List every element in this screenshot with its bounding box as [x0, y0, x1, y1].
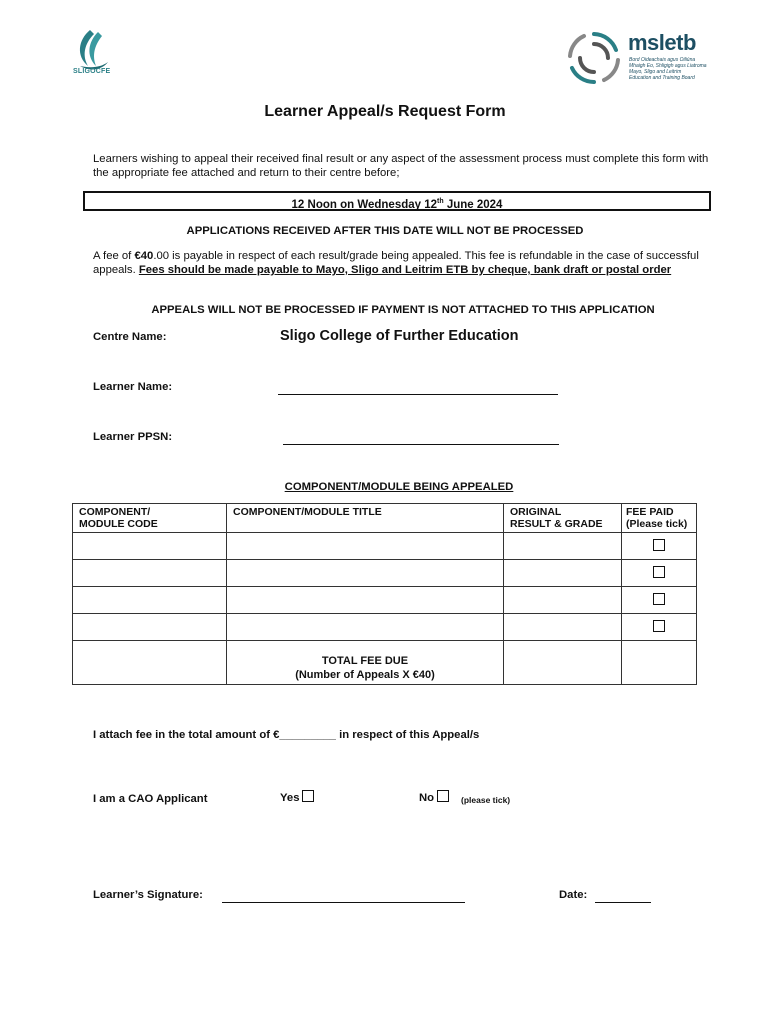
fee-paid-cell	[622, 614, 697, 641]
msletb-logo-subtitle	[629, 57, 719, 81]
fee-amount: €40	[134, 250, 154, 262]
col-header-text: (Please tick)	[626, 518, 688, 530]
learner-name-field[interactable]	[278, 394, 558, 395]
fee-paid-checkbox[interactable]	[653, 566, 665, 578]
total-fee-value-cell[interactable]	[504, 641, 622, 685]
cao-no-label: No	[419, 792, 435, 804]
component-heading: COMPONENT/MODULE BEING APPEALED	[284, 481, 514, 493]
fee-paid-checkbox[interactable]	[653, 539, 665, 551]
fee-paid-cell	[622, 587, 697, 614]
msletb-logo-name: msletb	[628, 30, 696, 55]
total-empty-cell	[622, 641, 697, 685]
table-header-row	[73, 504, 697, 533]
msletb-sub-line: Education and Training Board	[629, 75, 695, 81]
col-header-text: FEE PAID	[626, 506, 674, 518]
appeal-table	[72, 503, 697, 685]
fee-paid-checkbox[interactable]	[653, 593, 665, 605]
total-row	[73, 641, 697, 685]
col-header-code	[73, 504, 227, 533]
result-cell[interactable]	[504, 587, 622, 614]
table-row	[73, 560, 697, 587]
total-fee-text: TOTAL FEE DUE	[321, 655, 409, 667]
learner-ppsn-field[interactable]	[283, 444, 559, 445]
deadline-text-post: June 2024	[443, 198, 503, 211]
learner-ppsn-label: Learner PPSN:	[93, 431, 173, 443]
cao-yes-option	[280, 790, 314, 804]
signature-label: Learner’s Signature:	[93, 889, 203, 901]
fee-text-b: .00 is payable in respect of each result/grade being appealed. This fee is refundable in the case of successful appeals.	[93, 250, 699, 276]
col-header-text: COMPONENT/	[79, 506, 151, 518]
total-fee-text: (Number of Appeals X €40)	[295, 669, 435, 681]
centre-name-label: Centre Name:	[93, 331, 167, 343]
module-title-cell[interactable]	[227, 560, 504, 587]
table-row	[73, 533, 697, 560]
module-title-cell[interactable]	[227, 587, 504, 614]
cao-yes-checkbox[interactable]	[302, 790, 314, 802]
intro-paragraph: Learners wishing to appeal their received final result or any aspect of the assessment process must complete this form with the appropriate fee attached and return to their centre before;	[93, 153, 709, 179]
col-header-result	[504, 504, 622, 533]
result-cell[interactable]	[504, 560, 622, 587]
fee-text-a: A fee of	[93, 250, 135, 262]
deadline-box	[83, 191, 711, 211]
cao-yes-label: Yes	[280, 792, 300, 804]
learner-name-label: Learner Name:	[93, 381, 173, 393]
fee-payable-to: Fees should be made payable to Mayo, Sligo and Leitrim ETB by cheque, bank draft or postal order	[138, 264, 672, 276]
cao-hint: (please tick)	[461, 795, 511, 805]
table-row	[73, 614, 697, 641]
fee-paid-checkbox[interactable]	[653, 620, 665, 632]
col-header-text: MODULE CODE	[79, 518, 158, 530]
module-title-cell[interactable]	[227, 533, 504, 560]
cao-no-checkbox[interactable]	[437, 790, 449, 802]
notice-payment: APPEALS WILL NOT BE PROCESSED IF PAYMENT IS NOT ATTACHED TO THIS APPLICATION	[151, 304, 655, 316]
centre-name-value: Sligo College of Further Education	[280, 328, 519, 344]
module-title-cell[interactable]	[227, 614, 504, 641]
form-title: Learner Appeal/s Request Form	[264, 103, 506, 120]
col-header-text: RESULT & GRADE	[510, 518, 603, 530]
msletb-sub-line: Mhaigh Eo, Shligigh agus Liatroma	[629, 63, 707, 69]
sligo-cfe-logo-text: SLIGOCFE	[73, 68, 111, 75]
msletb-swirl-icon	[564, 28, 624, 88]
module-code-cell[interactable]	[73, 614, 227, 641]
module-code-cell[interactable]	[73, 587, 227, 614]
deadline-text-pre: 12 Noon on Wednesday 12	[291, 198, 438, 211]
module-code-cell[interactable]	[73, 560, 227, 587]
result-cell[interactable]	[504, 614, 622, 641]
module-code-cell[interactable]	[73, 533, 227, 560]
fee-paragraph	[93, 249, 713, 277]
result-cell[interactable]	[504, 533, 622, 560]
date-label: Date:	[559, 889, 588, 901]
date-field[interactable]	[595, 902, 651, 903]
msletb-sub-line: Bord Oideachais agus Oiliúna	[629, 57, 696, 63]
deadline-text-sup: th	[437, 198, 444, 205]
msletb-sub-line: Mayo, Sligo and Leitrim	[629, 69, 682, 75]
attach-fee-statement: I attach fee in the total amount of €_________ in respect of this Appeal/s	[93, 729, 480, 741]
fee-paid-cell	[622, 560, 697, 587]
col-header-fee	[622, 504, 697, 533]
total-empty-cell	[73, 641, 227, 685]
fee-paid-cell	[622, 533, 697, 560]
cao-no-option	[419, 790, 449, 804]
notice-received: APPLICATIONS RECEIVED AFTER THIS DATE WILL NOT BE PROCESSED	[186, 225, 584, 237]
total-fee-label	[227, 641, 504, 685]
signature-field[interactable]	[222, 902, 465, 903]
col-header-title: COMPONENT/MODULE TITLE	[227, 504, 504, 533]
col-header-text: ORIGINAL	[510, 506, 562, 518]
table-row	[73, 587, 697, 614]
cao-applicant-label: I am a CAO Applicant	[93, 793, 208, 805]
